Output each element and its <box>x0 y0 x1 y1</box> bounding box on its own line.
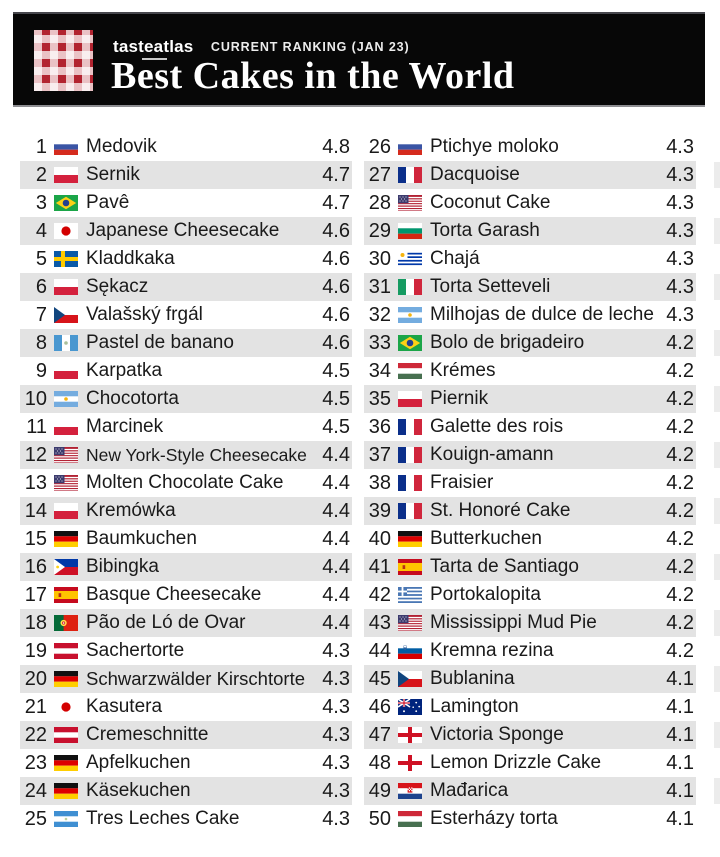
cake-name: Chajá <box>430 248 480 269</box>
rank-number: 45 <box>368 667 391 690</box>
row-stripe-edge-remnant <box>714 274 720 300</box>
list-item <box>364 357 696 385</box>
list-item <box>20 497 352 525</box>
rating-value: 4.1 <box>666 695 694 718</box>
rank-number: 28 <box>368 191 391 214</box>
list-item <box>364 441 696 469</box>
list-item <box>20 189 352 217</box>
rank-number: 27 <box>368 163 391 186</box>
list-item <box>364 497 696 525</box>
rating-value: 4.3 <box>666 191 694 214</box>
rating-value: 4.2 <box>666 527 694 550</box>
list-item <box>364 273 696 301</box>
rating-value: 4.4 <box>322 611 350 634</box>
cake-name: New York-Style Cheesecake <box>86 444 307 465</box>
rank-number: 14 <box>24 499 47 522</box>
rank-number: 7 <box>35 303 47 326</box>
rating-value: 4.3 <box>322 807 350 830</box>
list-item <box>20 749 352 777</box>
list-item <box>364 245 696 273</box>
list-item <box>364 805 696 833</box>
list-item <box>364 301 696 329</box>
country-flag-icon-germany <box>398 531 422 547</box>
rank-number: 26 <box>368 135 391 158</box>
rank-number: 36 <box>368 415 391 438</box>
rank-number: 25 <box>24 807 47 830</box>
list-item <box>20 721 352 749</box>
country-flag-icon-france <box>398 475 422 491</box>
country-flag-icon-poland <box>54 419 78 435</box>
cake-name: Krémes <box>430 360 496 381</box>
rating-value: 4.2 <box>666 499 694 522</box>
cake-name: Kremna rezina <box>430 640 554 661</box>
rating-value: 4.3 <box>322 751 350 774</box>
rating-value: 4.3 <box>666 247 694 270</box>
cake-name: Karpatka <box>86 360 163 381</box>
rating-value: 4.2 <box>666 639 694 662</box>
rating-value: 4.7 <box>322 163 350 186</box>
rank-number: 22 <box>24 723 47 746</box>
cake-name: Apfelkuchen <box>86 752 191 773</box>
cake-name: Tres Leches Cake <box>86 808 240 829</box>
rating-value: 4.2 <box>666 611 694 634</box>
list-item <box>364 777 696 805</box>
rating-value: 4.6 <box>322 303 350 326</box>
country-flag-icon-usa <box>398 615 422 631</box>
cake-name: Pavê <box>86 192 130 213</box>
rating-value: 4.2 <box>666 387 694 410</box>
cake-name: Dacquoise <box>430 164 520 185</box>
cake-name: Bibingka <box>86 556 159 577</box>
cake-name: Mađarica <box>430 780 509 801</box>
list-item <box>364 469 696 497</box>
list-item <box>20 609 352 637</box>
list-item <box>364 413 696 441</box>
list-item <box>364 329 696 357</box>
country-flag-icon-russia <box>54 139 78 155</box>
rank-number: 15 <box>24 527 47 550</box>
list-item <box>20 441 352 469</box>
rating-value: 4.1 <box>666 807 694 830</box>
list-item <box>364 693 696 721</box>
rating-value: 4.7 <box>322 191 350 214</box>
list-item <box>20 693 352 721</box>
rating-value: 4.3 <box>666 303 694 326</box>
rating-value: 4.4 <box>322 471 350 494</box>
rating-value: 4.5 <box>322 387 350 410</box>
rank-number: 50 <box>368 807 391 830</box>
rating-value: 4.3 <box>666 275 694 298</box>
row-stripe-edge-remnant <box>714 162 720 188</box>
country-flag-icon-russia <box>398 139 422 155</box>
country-flag-icon-argentina <box>54 391 78 407</box>
rating-value: 4.2 <box>666 415 694 438</box>
country-flag-icon-australia <box>398 699 422 715</box>
row-stripe-edge-remnant <box>714 330 720 356</box>
rank-number: 13 <box>24 471 47 494</box>
country-flag-icon-spain <box>54 587 78 603</box>
cake-name: Victoria Sponge <box>430 724 564 745</box>
rating-value: 4.3 <box>322 779 350 802</box>
rating-value: 4.6 <box>322 247 350 270</box>
rank-number: 40 <box>368 527 391 550</box>
country-flag-icon-usa <box>398 195 422 211</box>
header-banner <box>13 12 705 107</box>
rating-value: 4.1 <box>666 667 694 690</box>
country-flag-icon-england <box>398 755 422 771</box>
rating-value: 4.4 <box>322 527 350 550</box>
cake-name: Basque Cheesecake <box>86 584 262 605</box>
list-item <box>20 329 352 357</box>
country-flag-icon-poland <box>54 503 78 519</box>
cake-name: Portokalopita <box>430 584 541 605</box>
country-flag-icon-poland <box>398 391 422 407</box>
rank-number: 32 <box>368 303 391 326</box>
tasteatlas-gingham-logo-icon <box>34 30 93 91</box>
cake-name: Lamington <box>430 696 519 717</box>
rating-value: 4.3 <box>322 695 350 718</box>
list-item <box>20 637 352 665</box>
rank-number: 24 <box>24 779 47 802</box>
list-item <box>20 385 352 413</box>
list-item <box>364 133 696 161</box>
rank-number: 18 <box>24 611 47 634</box>
list-item <box>20 665 352 693</box>
rank-number: 21 <box>24 695 47 718</box>
country-flag-icon-hungary <box>398 811 422 827</box>
list-item <box>364 749 696 777</box>
country-flag-icon-poland <box>54 363 78 379</box>
rank-number: 2 <box>35 163 47 186</box>
row-stripe-edge-remnant <box>714 722 720 748</box>
country-flag-icon-france <box>398 167 422 183</box>
cake-name: Torta Garash <box>430 220 540 241</box>
rating-value: 4.3 <box>666 163 694 186</box>
country-flag-icon-france <box>398 447 422 463</box>
row-stripe-edge-remnant <box>714 554 720 580</box>
cake-name: Esterházy torta <box>430 808 558 829</box>
rank-number: 8 <box>35 331 47 354</box>
rank-number: 6 <box>35 275 47 298</box>
country-flag-icon-germany <box>54 671 78 687</box>
country-flag-icon-guatemala <box>54 335 78 351</box>
rank-number: 12 <box>24 443 47 466</box>
country-flag-icon-france <box>398 503 422 519</box>
row-stripe-edge-remnant <box>714 778 720 804</box>
row-stripe-edge-remnant <box>714 442 720 468</box>
page-title: Best Cakes in the World <box>111 55 515 97</box>
cake-name: Kasutera <box>86 696 163 717</box>
list-item <box>20 301 352 329</box>
cake-name: Baumkuchen <box>86 528 197 549</box>
list-item <box>364 637 696 665</box>
rating-value: 4.3 <box>666 219 694 242</box>
cake-name: Galette des rois <box>430 416 564 437</box>
cake-name: Ptichye moloko <box>430 136 559 157</box>
rating-value: 4.1 <box>666 751 694 774</box>
list-item <box>20 777 352 805</box>
rating-value: 4.3 <box>322 639 350 662</box>
rank-number: 3 <box>35 191 47 214</box>
country-flag-icon-philippines <box>54 559 78 575</box>
cake-name: Sachertorte <box>86 640 185 661</box>
rating-value: 4.3 <box>322 723 350 746</box>
country-flag-icon-germany <box>54 755 78 771</box>
rating-value: 4.4 <box>322 583 350 606</box>
rating-value: 4.2 <box>666 583 694 606</box>
cake-name: Pão de Ló de Ovar <box>86 612 246 633</box>
list-item <box>364 189 696 217</box>
country-flag-icon-uruguay <box>398 251 422 267</box>
cake-name: Sękacz <box>86 276 149 297</box>
row-stripe-edge-remnant <box>714 666 720 692</box>
list-item <box>364 665 696 693</box>
rank-number: 16 <box>24 555 47 578</box>
cake-name: Tarta de Santiago <box>430 556 579 577</box>
rank-number: 46 <box>368 695 391 718</box>
list-item <box>364 217 696 245</box>
rating-value: 4.1 <box>666 779 694 802</box>
list-item <box>364 721 696 749</box>
list-item <box>364 609 696 637</box>
list-item <box>20 553 352 581</box>
cake-name: Torta Setteveli <box>430 276 551 297</box>
rating-value: 4.6 <box>322 275 350 298</box>
rank-number: 44 <box>368 639 391 662</box>
cake-name: Schwarzwälder Kirschtorte <box>86 668 305 689</box>
list-item <box>364 385 696 413</box>
country-flag-icon-argentina <box>398 307 422 323</box>
rank-number: 33 <box>368 331 391 354</box>
row-stripe-edge-remnant <box>714 386 720 412</box>
rating-value: 4.4 <box>322 499 350 522</box>
country-flag-icon-poland <box>54 279 78 295</box>
country-flag-icon-sweden <box>54 251 78 267</box>
cake-name: Japanese Cheesecake <box>86 220 280 241</box>
rank-number: 5 <box>35 247 47 270</box>
cake-name: Molten Chocolate Cake <box>86 472 284 493</box>
cake-name: Valašský frgál <box>86 304 203 325</box>
country-flag-icon-germany <box>54 531 78 547</box>
rank-number: 1 <box>35 135 47 158</box>
rating-value: 4.3 <box>666 135 694 158</box>
list-item <box>364 525 696 553</box>
rating-value: 4.5 <box>322 415 350 438</box>
country-flag-icon-czechia <box>398 671 422 687</box>
list-item <box>20 133 352 161</box>
rank-number: 29 <box>368 219 391 242</box>
rating-value: 4.2 <box>666 471 694 494</box>
country-flag-icon-england <box>398 727 422 743</box>
country-flag-icon-hungary <box>398 363 422 379</box>
rating-value: 4.6 <box>322 219 350 242</box>
cake-name: Käsekuchen <box>86 780 191 801</box>
country-flag-icon-czechia <box>54 307 78 323</box>
cake-name: Bublanina <box>430 668 515 689</box>
rank-number: 43 <box>368 611 391 634</box>
list-item <box>364 161 696 189</box>
country-flag-icon-austria <box>54 727 78 743</box>
row-stripe-edge-remnant <box>714 610 720 636</box>
rating-value: 4.8 <box>322 135 350 158</box>
cake-name: Cremeschnitte <box>86 724 209 745</box>
brand-text: tasteatlas <box>113 37 194 56</box>
country-flag-icon-usa <box>54 447 78 463</box>
rating-value: 4.2 <box>666 443 694 466</box>
ranking-column-left <box>20 133 352 833</box>
cake-name: Marcinek <box>86 416 164 437</box>
country-flag-icon-brazil <box>398 335 422 351</box>
rating-value: 4.2 <box>666 555 694 578</box>
country-flag-icon-japan <box>54 223 78 239</box>
cake-name: Kladdkaka <box>86 248 175 269</box>
list-item <box>20 357 352 385</box>
cake-name: Coconut Cake <box>430 192 551 213</box>
ranking-date-label: CURRENT RANKING (JAN 23) <box>210 40 410 54</box>
list-item <box>20 805 352 833</box>
country-flag-icon-slovenia <box>398 643 422 659</box>
rank-number: 48 <box>368 751 391 774</box>
list-item <box>20 413 352 441</box>
country-flag-icon-brazil <box>54 195 78 211</box>
row-stripe-edge-remnant <box>714 218 720 244</box>
rating-value: 4.6 <box>322 331 350 354</box>
list-item <box>20 217 352 245</box>
rank-number: 11 <box>26 415 47 438</box>
rating-value: 4.2 <box>666 359 694 382</box>
cake-name: Butterkuchen <box>430 528 542 549</box>
country-flag-icon-bulgaria <box>398 223 422 239</box>
rank-number: 49 <box>368 779 391 802</box>
country-flag-icon-italy <box>398 279 422 295</box>
country-flag-icon-germany <box>54 783 78 799</box>
cake-name: St. Honoré Cake <box>430 500 571 521</box>
country-flag-icon-croatia <box>398 783 422 799</box>
cake-name: Piernik <box>430 388 489 409</box>
country-flag-icon-nicaragua <box>54 811 78 827</box>
rating-value: 4.4 <box>322 443 350 466</box>
rank-number: 23 <box>24 751 47 774</box>
rank-number: 9 <box>35 359 47 382</box>
cake-name: Milhojas de dulce de leche <box>430 304 654 325</box>
list-item <box>20 245 352 273</box>
cake-name: Bolo de brigadeiro <box>430 332 585 353</box>
ranking-column-right <box>364 133 696 833</box>
rank-number: 41 <box>368 555 391 578</box>
cake-name: Kouign-amann <box>430 444 554 465</box>
rating-value: 4.2 <box>666 331 694 354</box>
country-flag-icon-portugal <box>54 615 78 631</box>
country-flag-icon-france <box>398 419 422 435</box>
rank-number: 10 <box>24 387 47 410</box>
cake-name: Chocotorta <box>86 388 179 409</box>
country-flag-icon-greece <box>398 587 422 603</box>
list-item <box>364 553 696 581</box>
cake-name: Sernik <box>86 164 140 185</box>
list-item <box>364 581 696 609</box>
rank-number: 35 <box>368 387 391 410</box>
rating-value: 4.4 <box>322 555 350 578</box>
cake-name: Medovik <box>86 136 157 157</box>
rank-number: 4 <box>35 219 47 242</box>
rank-number: 17 <box>24 583 47 606</box>
cake-name: Mississippi Mud Pie <box>430 612 597 633</box>
rank-number: 20 <box>24 667 47 690</box>
list-item <box>20 581 352 609</box>
country-flag-icon-austria <box>54 643 78 659</box>
list-item <box>20 273 352 301</box>
cake-name: Kremówka <box>86 500 176 521</box>
list-item <box>20 161 352 189</box>
rating-value: 4.1 <box>666 723 694 746</box>
cake-name: Fraisier <box>430 472 494 493</box>
country-flag-icon-japan <box>54 699 78 715</box>
rank-number: 19 <box>24 639 47 662</box>
rank-number: 47 <box>368 723 391 746</box>
rating-value: 4.3 <box>322 667 350 690</box>
cake-name: Pastel de banano <box>86 332 234 353</box>
cake-name: Lemon Drizzle Cake <box>430 752 602 773</box>
rank-number: 30 <box>368 247 391 270</box>
rank-number: 31 <box>368 275 391 298</box>
rank-number: 37 <box>368 443 391 466</box>
country-flag-icon-spain <box>398 559 422 575</box>
rank-number: 38 <box>368 471 391 494</box>
country-flag-icon-poland <box>54 167 78 183</box>
rank-number: 39 <box>368 499 391 522</box>
country-flag-icon-usa <box>54 475 78 491</box>
rank-number: 42 <box>368 583 391 606</box>
rating-value: 4.5 <box>322 359 350 382</box>
list-item <box>20 525 352 553</box>
row-stripe-edge-remnant <box>714 498 720 524</box>
list-item <box>20 469 352 497</box>
rank-number: 34 <box>368 359 391 382</box>
